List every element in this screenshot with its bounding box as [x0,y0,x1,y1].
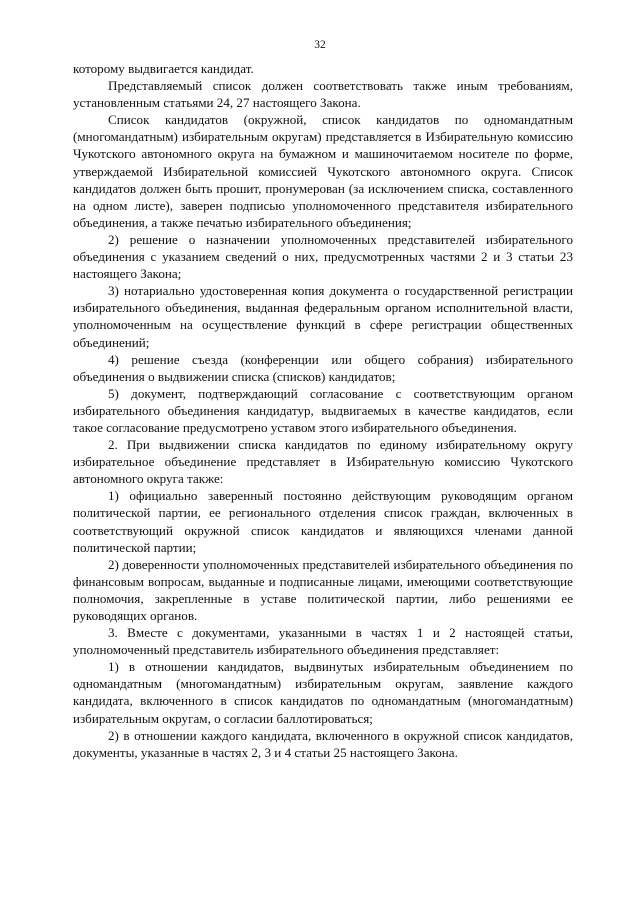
paragraph: 3. Вместе с документами, указанными в частях 1 и 2 настоящей статьи, уполномоченный представитель избирательного объединения представляет: [73,625,573,658]
paragraph: 2) в отношении каждого кандидата, включенного в окружной список кандидатов, документы, указанные в частях 2, 3 и 4 статьи 25 настоящего Закона. [73,727,573,760]
paragraph: 1) в отношении кандидатов, выдвинутых избирательным объединением по одномандатным (многомандатным) избирательным округам, заявление каждого кандидата, включенного в список кандидатов по одномандатным (многомандатным) избирательным округам, о согласии баллотироваться; [73,659,573,726]
document-body [73,60,573,761]
paragraph: 3) нотариально удостоверенная копия документа о государственной регистрации избирательного объединения, выданная федеральным органом исполнительной власти, уполномоченным на осуществление функций в сфере регистрации общественных объединений; [73,283,573,350]
paragraph: Список кандидатов (окружной, список кандидатов по одномандатным (многомандатным) избирательным округам) представляется в Избирательную комиссию Чукотского автономного округа на бумажном и машиночитаемом носителе по форме, утверждаемой Избирательной комиссией Чукотского автономного округа. Список кандидатов должен быть прошит, пронумерован (за исключением списка, составленного на одном листе), заверен подписью уполномоченного представителя избирательного объединения, а также печатью избирательного объединения; [73,112,573,230]
paragraph: 2) доверенности уполномоченных представителей избирательного объединения по финансовым вопросам, выданные и подписанные лицами, имеющими соответствующие полномочия, закрепленные в уставе политической партии, либо решениями ее руководящих органов. [73,556,573,623]
page-number: 32 [314,39,326,51]
paragraph: 2) решение о назначении уполномоченных представителей избирательного объединения с указанием сведений о них, предусмотренных частями 2 и 3 статьи 23 настоящего Закона; [73,231,573,282]
paragraph: Представляемый список должен соответствовать также иным требованиям, установленным статьями 24, 27 настоящего Закона. [73,78,573,111]
paragraph: 1) официально заверенный постоянно действующим руководящим органом политической партии, ее регионального отделения список граждан, включенных в соответствующий окружной список кандидатов и являющихся членами данной политической партии; [73,488,573,555]
paragraph-continuation: которому выдвигается кандидат. [73,61,254,76]
paragraph: 4) решение съезда (конференции или общего собрания) избирательного объединения о выдвижении списка (списков) кандидатов; [73,351,573,384]
paragraph: 5) документ, подтверждающий согласование с соответствующим органом избирательного объединения кандидатур, выдвигаемых в качестве кандидатов, если такое согласование предусмотрено уставом этого избирательного объединения. [73,385,573,435]
paragraph: 2. При выдвижении списка кандидатов по единому избирательному округу избирательное объединение представляет в Избирательную комиссию Чукотского автономного округа также: [73,437,573,487]
